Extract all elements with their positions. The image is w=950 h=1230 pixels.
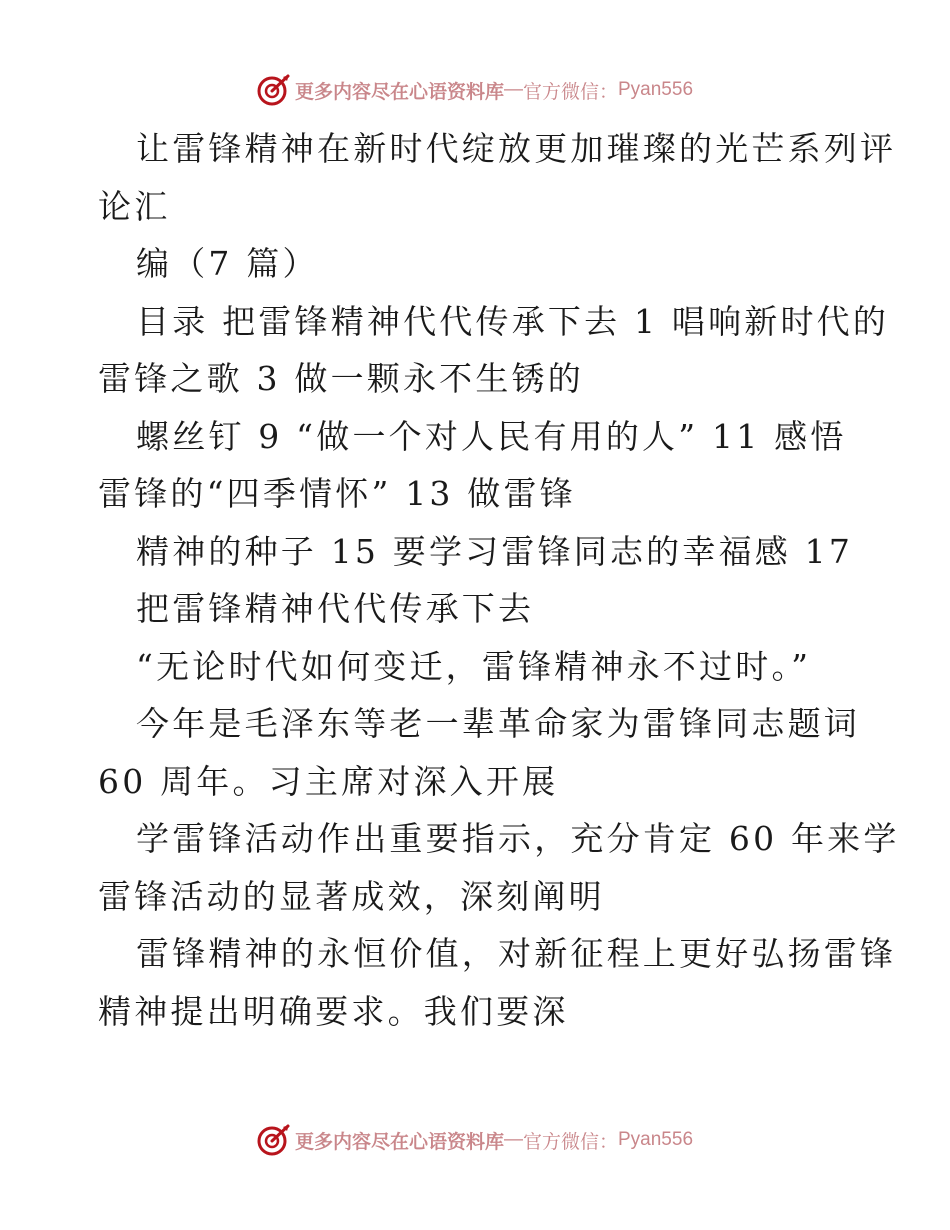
footer-banner [0, 1120, 950, 1160]
document-line: 雷锋之歌 3 做一颗永不生锈的 [98, 359, 584, 398]
document-line: 精神提出明确要求。我们要深 [98, 991, 569, 1031]
document-line: 编（7 篇） [136, 244, 319, 283]
footer-site-text: 更多内容尽在心语资料库 [294, 1130, 504, 1153]
footer-wechat-label: 官方微信： [522, 1130, 618, 1153]
document-line: 目录 把雷锋精神代代传承下去 1 唱响新时代的 [136, 301, 890, 341]
document-line: 学雷锋活动作出重要指示，充分肯定 60 年来学 [136, 819, 900, 858]
header-wechat-id: Pyan556 [618, 79, 694, 100]
header-wechat-label: 官方微信： [522, 80, 618, 103]
document-line: 今年是毛泽东等老一辈革命家为雷锋同志题词 [136, 704, 860, 743]
document-line: 雷锋活动的显著成效，深刻阐明 [98, 876, 605, 916]
document-line: 螺丝钉 9 “做一个对人民有用的人” 11 感悟 [136, 416, 847, 456]
brand-logo-icon [257, 73, 291, 107]
footer-dash: — [503, 1129, 523, 1150]
document-line: 把雷锋精神代代传承下去 [136, 589, 535, 628]
footer-wechat-id: Pyan556 [618, 1129, 694, 1150]
brand-logo-icon [257, 1123, 291, 1157]
document-line: 论汇 [98, 186, 171, 226]
document-line: 让雷锋精神在新时代绽放更加璀璨的光芒系列评 [136, 129, 897, 168]
document-body [98, 120, 900, 1040]
header-site-text: 更多内容尽在心语资料库 [294, 80, 504, 103]
header-dash: — [503, 79, 523, 100]
document-line: 精神的种子 15 要学习雷锋同志的幸福感 17 [136, 531, 854, 571]
header-banner [0, 70, 950, 110]
document-line: 雷锋的“四季情怀” 13 做雷锋 [98, 474, 576, 513]
document-line: 60 周年。习主席对深入开展 [98, 761, 559, 801]
document-line: “无论时代如何变迁，雷锋精神永不过时。” [136, 646, 812, 686]
document-line: 雷锋精神的永恒价值，对新征程上更好弘扬雷锋 [136, 934, 897, 973]
